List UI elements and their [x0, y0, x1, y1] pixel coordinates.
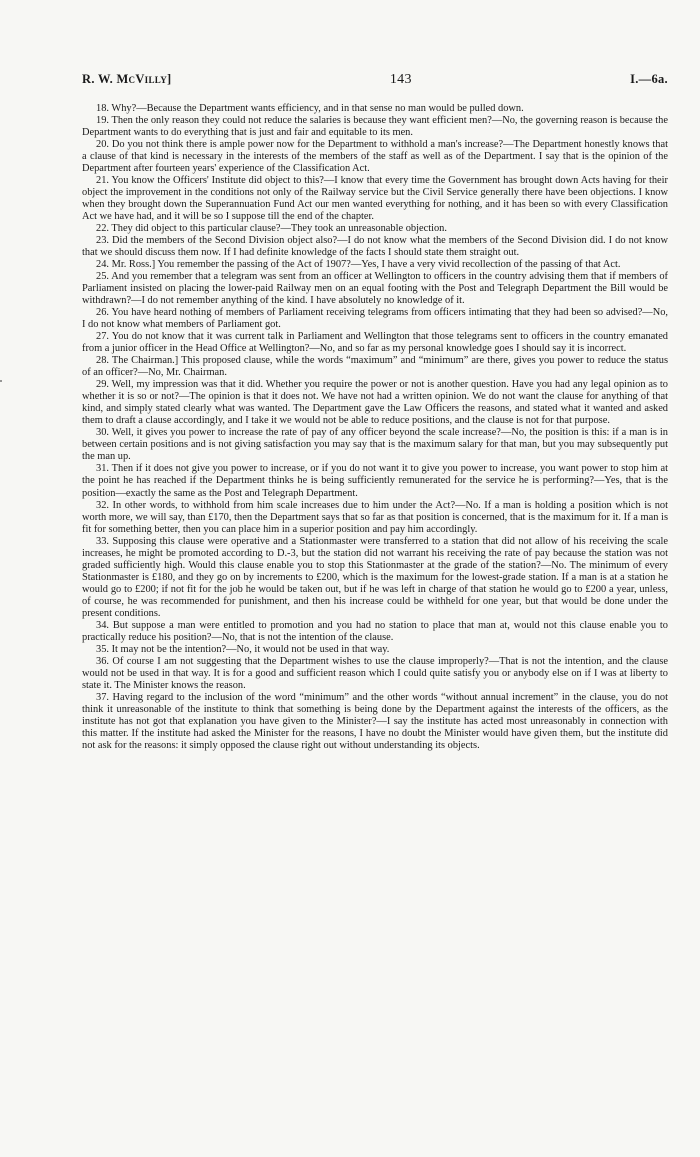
paragraph-19: 19. Then the only reason they could not reduce the salaries is because they want efficient men?—No, the governing reason is because the Department wants to do everything that is just and fair and equitable to its men. — [82, 115, 668, 139]
paragraph-23: 23. Did the members of the Second Division object also?—I do not know what the members of the Second Division did. I do not know that we should discuss them now. If I had definite knowledge of the facts I should state them straight out. — [82, 235, 668, 259]
paragraph-20: 20. Do you not think there is ample power now for the Department to withhold a man's increase?—The Department honestly knows that a clause of that kind is necessary in the interests of the members of the staff as well as of the Department. I say that is the opinion of the Department after fourteen years' experience of the Classification Act. — [82, 139, 668, 175]
paragraph-31: 31. Then if it does not give you power to increase, or if you do not want it to give you power to increase, you want power to stop him at the point he has reached if the Department thinks he is being sufficiently remunerated for the service he is performing?—Yes, that is the position—exactly the same as the Post and Telegraph Department. — [82, 463, 668, 499]
paragraph-35: 35. It may not be the intention?—No, it would not be used in that way. — [96, 643, 390, 655]
paragraph-30: 30. Well, it gives you power to increase the rate of pay of any officer beyond the scale increase?—No, the position is this: if a man is in between certain positions and is not giving satisfaction you may say that is the maximum salary for that man, but you may subsequently put the man up. — [82, 427, 668, 463]
running-header — [82, 72, 668, 88]
margin-dot — [0, 380, 2, 382]
paragraph-29: 29. Well, my impression was that it did. Whether you require the power or not is another question. Have you had any legal opinion as to whether it is so or not?—The opinion is that it does not. We have not had a written opinion. We do not want the clause for anything of that kind, and simply stated clearly what was wanted. The Department gave the Law Officers the reasons, and stated what it wanted and asked them to draft a clause accordingly, and I take it we would not be able to reduce positions, and the clause is not for that purpose. — [82, 379, 668, 427]
paragraph-18: 18. Why?—Because the Department wants efficiency, and in that sense no man would be pulled down. — [96, 103, 524, 114]
paragraph-32: 32. In other words, to withhold from him scale increases due to him under the Act?—No. If a man is holding a position which is not worth more, we will say, than £170, then the Department says that so far as that position is concerned, that is the maximum for it. If a man is fit for something better, then you can place him in a superior position and pay him accordingly. — [82, 499, 668, 535]
paragraph-37: 37. Having regard to the inclusion of the word “minimum” and the other words “without annual increment” in the clause, you do not think it unreasonable of the institute to think that something is being done by the Department against the interests of the officers, as the institute has not got that explanation you have given to the Minister?—I say the institute has acted most unreasonably in connection with this matter. If the institute had asked the Minister for the reasons, I have no doubt the Minister would have given them, but the institute did not ask for the reasons: it simply opposed the clause right out without understanding its objects. — [82, 691, 668, 751]
paragraph-22: 22. They did object to this particular clause?—They took an unreasonable objection. — [96, 223, 447, 235]
paragraph-26: 26. You have heard nothing of members of Parliament receiving telegrams from officers intimating that they had been so advised?—No, I do not know what members of Parliament got. — [82, 307, 668, 331]
paragraph-24: 24. Mr. Ross.] You remember the passing of the Act of 1907?—Yes, I have a very vivid recollection of the passing of that Act. — [96, 259, 621, 271]
paragraph-25: 25. And you remember that a telegram was sent from an officer at Wellington to officers in the country advising them that if members of Parliament insisted on placing the lower-paid Railway men on an equal footing with the Post and Telegraph Department the Bill would be withdrawn?—I do not remember anything of the kind. I have absolutely no knowledge of it. — [82, 271, 668, 307]
paragraph-28: 28. The Chairman.] This proposed clause, while the words “maximum” and “minimum” are there, gives you power to reduce the status of an officer?—No, Mr. Chairman. — [82, 355, 668, 379]
paragraph-21: 21. You know the Officers' Institute did object to this?—I know that every time the Government has brought down Acts having for their object the improvement in the conditions not only of the Railway service but the Civil Service generally there have been objections. I know when they brought down the Superannuation Fund Act our men wanted everything for nothing, and it has been so with every Classification Act we have had, and it will be so I suppose till the end of the chapter. — [82, 175, 668, 223]
paragraph-33: 33. Supposing this clause were operative and a Stationmaster were transferred to a station that did not allow of his receiving the scale increases, he might be promoted according to D.-3, but the station did not warrant his receiving the rate of pay because the station was not graded sufficiently high. Would this clause enable you to stop this Stationmaster at the grade of the station?—No. The minimum of every Stationmaster is £180, and they go on by increments to £200, which is the maximum for the lowest-grade station. If a man is at a station he would go to £200; if not fit for the job he would be taken out, but if he was left in charge of that station he would go to £200 a year, unless, of course, he was recommended for punishment, and then his increase could be withheld for one year, but that would be done under the present conditions. — [82, 535, 668, 619]
paragraph-36: 36. Of course I am not suggesting that the Department wishes to use the clause improperly?—That is not the intention, and the clause would not be used in that way. It is for a good and sufficient reason which I could quite satisfy you or anybody else on if I was at liberty to state it. The Minister knows the reason. — [82, 655, 668, 691]
document-body — [82, 103, 668, 752]
paragraph-34: 34. But suppose a man were entitled to promotion and you had no station to place that man at, would not this clause enable you to practically reduce his position?—No, that is not the intention of the clause. — [82, 619, 668, 643]
header-witness-name: R. W. McVilly] — [82, 72, 172, 86]
header-paper-reference: I.—6a. — [630, 72, 668, 86]
page-number: 143 — [389, 72, 412, 87]
paragraph-27: 27. You do not know that it was current talk in Parliament and Wellington that those telegrams sent to officers in the country emanated from a junior officer in the Head Office at Wellington?—No, and so far as my personal knowledge goes I should say it is incorrect. — [82, 331, 668, 355]
